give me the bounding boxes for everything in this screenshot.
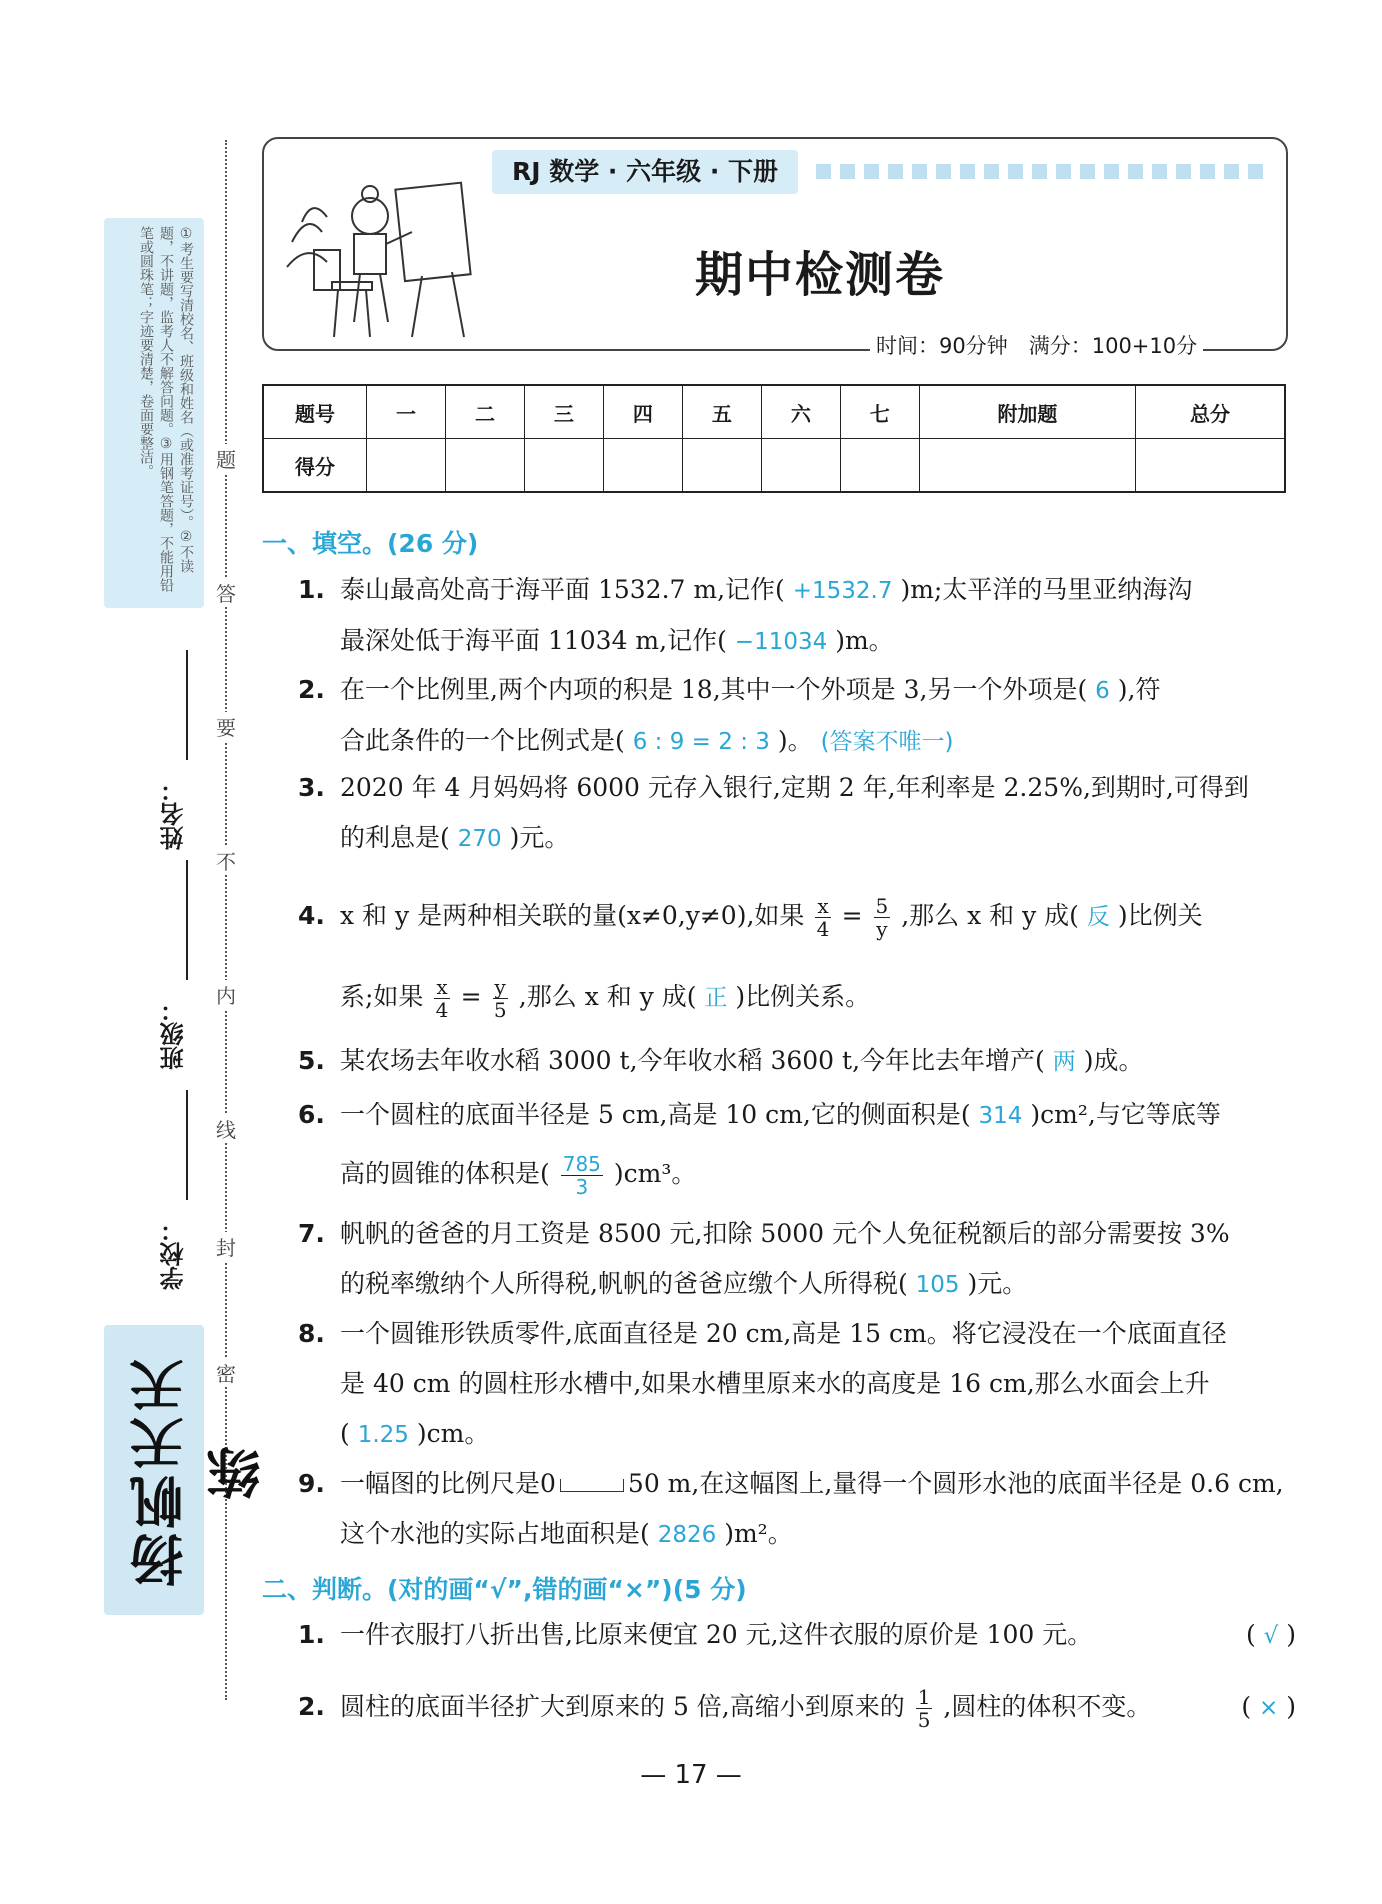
denominator: 5	[493, 998, 507, 1022]
question-text: ),符	[1117, 675, 1161, 704]
question-text: ,那么 x 和 y 成(	[518, 982, 697, 1011]
answer: 2826	[657, 1522, 717, 1548]
denominator: 4	[435, 998, 449, 1022]
name-field[interactable]	[186, 650, 188, 760]
judge-question-2	[298, 1672, 1296, 1742]
deco-square	[1080, 164, 1095, 179]
question-body	[340, 1086, 1290, 1203]
numerator: x	[436, 975, 448, 999]
deco-square	[1176, 164, 1191, 179]
brand-text: 扬帆天天练	[129, 1355, 269, 1587]
question-text: 高的圆锥的体积是(	[340, 1159, 550, 1188]
question-body	[340, 665, 1290, 767]
deco-square	[1056, 164, 1071, 179]
score-cell[interactable]	[840, 439, 919, 493]
question-body	[340, 565, 1290, 667]
question-number: 1.	[298, 1620, 325, 1649]
table-header-cell: 二	[445, 385, 524, 439]
scale-bar	[560, 1479, 624, 1492]
section-title: 二、判断。(对的画“√”,错的画“×”)(5 分)	[262, 1575, 747, 1604]
answer: ×	[1259, 1695, 1279, 1721]
answer: 两	[1052, 1049, 1076, 1075]
question-3	[300, 763, 1290, 863]
deco-square	[1200, 164, 1215, 179]
question-number: 5.	[298, 1046, 325, 1075]
score-table	[262, 384, 1286, 493]
table-row	[263, 385, 1285, 439]
painter-illustration	[272, 172, 482, 342]
question-number: 8.	[298, 1319, 325, 1348]
question-number: 1.	[298, 575, 325, 604]
question-text: 的税率缴纳个人所得税,帆帆的爸爸应缴个人所得税(	[340, 1269, 908, 1298]
table-row	[263, 439, 1285, 493]
question-text: 合此条件的一个比例式是(	[340, 726, 625, 755]
cut-char: 内	[215, 980, 237, 1009]
question-text: (	[340, 1419, 350, 1448]
answer: 6 : 9 = 2 : 3	[632, 729, 770, 755]
table-header-cell: 附加题	[919, 385, 1135, 439]
deco-square	[912, 164, 927, 179]
exam-notice-text: ①考生要写清校名、班级和姓名（或准考证号）。②不读题，不讲题，监考人不解答问题。③用钢笔答题，不能用铅笔或圆珠笔；字迹要清楚，卷面要整洁。	[138, 226, 194, 592]
deco-square	[1224, 164, 1239, 179]
question-text: )元。	[967, 1269, 1028, 1298]
numerator: 1	[917, 1685, 931, 1709]
question-body	[340, 763, 1290, 864]
time-info: 时间：90分钟 满分：100+10分	[870, 330, 1203, 360]
answer: 正	[704, 985, 728, 1011]
question-text: )比例关	[1117, 901, 1203, 930]
question-7	[300, 1209, 1290, 1309]
question-text: 一个圆柱的底面半径是 5 cm,高是 10 cm,它的侧面积是(	[340, 1100, 971, 1129]
denominator: 4	[816, 917, 830, 941]
question-text: 帆帆的爸爸的月工资是 8500 元,扣除 5000 元个人免征税额后的部分需要按 3%	[340, 1219, 1230, 1248]
deco-square	[1008, 164, 1023, 179]
question-text: )m。	[835, 626, 894, 655]
judge-mark: ( √ )	[1245, 1620, 1296, 1649]
school-label: 学校：	[160, 1218, 188, 1290]
question-9	[300, 1459, 1290, 1559]
question-body	[340, 876, 1290, 1038]
answer: −11034	[734, 629, 828, 655]
score-cell[interactable]	[1136, 439, 1285, 493]
answer-fraction	[561, 1153, 603, 1198]
answer: 105	[915, 1272, 960, 1298]
equals-sign: =	[841, 901, 863, 930]
table-header-cell: 六	[761, 385, 840, 439]
question-text: )比例关系。	[735, 982, 871, 1011]
numerator: 5	[875, 894, 889, 918]
score-cell[interactable]	[603, 439, 682, 493]
fraction	[916, 1686, 933, 1731]
question-text: 一件衣服打八折出售,比原来便宜 20 元,这件衣服的原价是 100 元。	[340, 1620, 1093, 1649]
cut-char: 题	[215, 444, 237, 473]
question-text: )cm。	[416, 1419, 490, 1448]
question-text: 一个圆锥形铁质零件,底面直径是 20 cm,高是 15 cm。将它浸没在一个底面直径	[340, 1319, 1227, 1348]
answer: +1532.7	[792, 578, 893, 604]
question-number: 9.	[298, 1469, 325, 1498]
judge-question-1	[298, 1610, 1296, 1660]
question-text: 的利息是(	[340, 823, 450, 852]
question-text: 一幅图的比例尺是	[340, 1469, 541, 1498]
answer: 反	[1086, 904, 1110, 930]
question-body	[340, 1209, 1290, 1310]
question-number: 3.	[298, 773, 325, 802]
question-text: 2020 年 4 月妈妈将 6000 元存入银行,定期 2 年,年利率是 2.25%,到期时,可得到	[340, 773, 1249, 802]
question-text: 某农场去年收水稻 3000 t,今年收水稻 3600 t,今年比去年增产(	[340, 1046, 1045, 1075]
fraction	[493, 976, 508, 1021]
fraction	[815, 895, 830, 940]
question-text: 系;如果	[340, 982, 424, 1011]
answer: √	[1263, 1623, 1279, 1649]
question-number: 7.	[298, 1219, 325, 1248]
school-field[interactable]	[186, 1090, 188, 1200]
question-number: 2.	[298, 1692, 325, 1721]
table-header-cell: 四	[603, 385, 682, 439]
question-text: 这个水池的实际占地面积是(	[340, 1519, 650, 1548]
section-title: 一、填空。(26 分)	[262, 529, 479, 558]
question-text: )cm²,与它等底等	[1030, 1100, 1221, 1129]
question-text: )m²。	[724, 1519, 793, 1548]
table-header-cell: 题号	[263, 385, 367, 439]
question-text: )。	[777, 726, 813, 755]
score-cell[interactable]	[367, 439, 446, 493]
deco-square	[1128, 164, 1143, 179]
deco-square	[1248, 164, 1263, 179]
answer: 270	[457, 826, 502, 852]
question-body	[340, 1309, 1290, 1460]
table-header-cell: 三	[524, 385, 603, 439]
class-label: 班级：	[160, 998, 188, 1070]
question-text: )元。	[509, 823, 570, 852]
question-number: 4.	[298, 901, 325, 930]
denominator: 3	[575, 1175, 589, 1199]
score-cell[interactable]	[761, 439, 840, 493]
question-2	[300, 665, 1290, 765]
deco-square	[936, 164, 951, 179]
question-6	[300, 1086, 1290, 1206]
deco-square	[984, 164, 999, 179]
cut-char: 答	[215, 578, 237, 607]
denominator: y	[876, 917, 888, 941]
deco-square	[1104, 164, 1119, 179]
deco-square	[864, 164, 879, 179]
table-header-cell: 五	[682, 385, 761, 439]
deco-square	[840, 164, 855, 179]
question-5	[300, 1036, 1290, 1086]
table-header-cell: 总分	[1136, 385, 1285, 439]
question-text: x 和 y 是两种相关联的量(x≠0,y≠0),如果	[340, 901, 805, 930]
cut-char: 封	[215, 1232, 237, 1261]
deco-square	[960, 164, 975, 179]
score-cell[interactable]	[524, 439, 603, 493]
deco-square	[816, 164, 831, 179]
question-body	[340, 1036, 1290, 1087]
score-cell[interactable]	[919, 439, 1135, 493]
question-text: )成。	[1083, 1046, 1144, 1075]
score-cell[interactable]	[682, 439, 761, 493]
answer: 6	[1095, 678, 1110, 704]
judge-mark: ( × )	[1241, 1692, 1296, 1721]
question-text: 是 40 cm 的圆柱形水槽中,如果水槽里原来水的高度是 16 cm,那么水面会上升	[340, 1369, 1210, 1398]
numerator: y	[494, 975, 506, 999]
answer-note: (答案不唯一)	[820, 729, 954, 755]
question-body	[340, 1672, 1290, 1742]
page-number: — 17 —	[640, 1760, 742, 1790]
question-text: 泰山最高处高于海平面 1532.7 m,记作(	[340, 575, 785, 604]
class-field[interactable]	[186, 860, 188, 980]
deco-square	[1152, 164, 1167, 179]
score-cell[interactable]	[445, 439, 524, 493]
question-8	[300, 1309, 1290, 1459]
question-number: 2.	[298, 675, 325, 704]
cut-char: 线	[215, 1114, 237, 1143]
series-label: RJ 数学 · 六年级 · 下册	[492, 150, 798, 194]
question-text: 圆柱的底面半径扩大到原来的 5 倍,高缩小到原来的	[340, 1692, 905, 1721]
cut-char: 不	[215, 846, 237, 875]
score-row-label: 得分	[263, 439, 367, 493]
question-text: )m;太平洋的马里亚纳海沟	[900, 575, 1193, 604]
fraction	[434, 976, 449, 1021]
table-header-cell: 一	[367, 385, 446, 439]
answer: 314	[978, 1103, 1023, 1129]
denominator: 5	[917, 1708, 931, 1732]
deco-square	[1032, 164, 1047, 179]
cut-char: 密	[215, 1358, 237, 1387]
equals-sign: =	[460, 982, 482, 1011]
scale-end: 50 m	[627, 1469, 692, 1498]
deco-square	[888, 164, 903, 179]
question-text: )cm³。	[613, 1159, 697, 1188]
page-title: 期中检测卷	[694, 247, 945, 303]
question-text: 最深处低于海平面 11034 m,记作(	[340, 626, 727, 655]
question-text: 在一个比例里,两个内项的积是 18,其中一个外项是 3,另一个外项是(	[340, 675, 1088, 704]
scale-start: 0	[540, 1469, 556, 1498]
question-text: ,圆柱的体积不变。	[943, 1692, 1152, 1721]
numerator: 785	[562, 1152, 601, 1176]
question-4	[300, 876, 1290, 1036]
question-body	[340, 1610, 1290, 1660]
question-number: 6.	[298, 1100, 325, 1129]
question-body	[340, 1459, 1290, 1560]
fraction	[874, 895, 891, 940]
answer: 1.25	[357, 1422, 409, 1448]
numerator: x	[817, 894, 829, 918]
question-text: ,在这幅图上,量得一个圆形水池的底面半径是 0.6 cm,	[691, 1469, 1284, 1498]
question-text: ,那么 x 和 y 成(	[901, 901, 1079, 930]
question-1	[300, 565, 1290, 665]
cut-char: 要	[215, 712, 237, 741]
name-label: 姓名：	[160, 778, 188, 850]
table-header-cell: 七	[840, 385, 919, 439]
